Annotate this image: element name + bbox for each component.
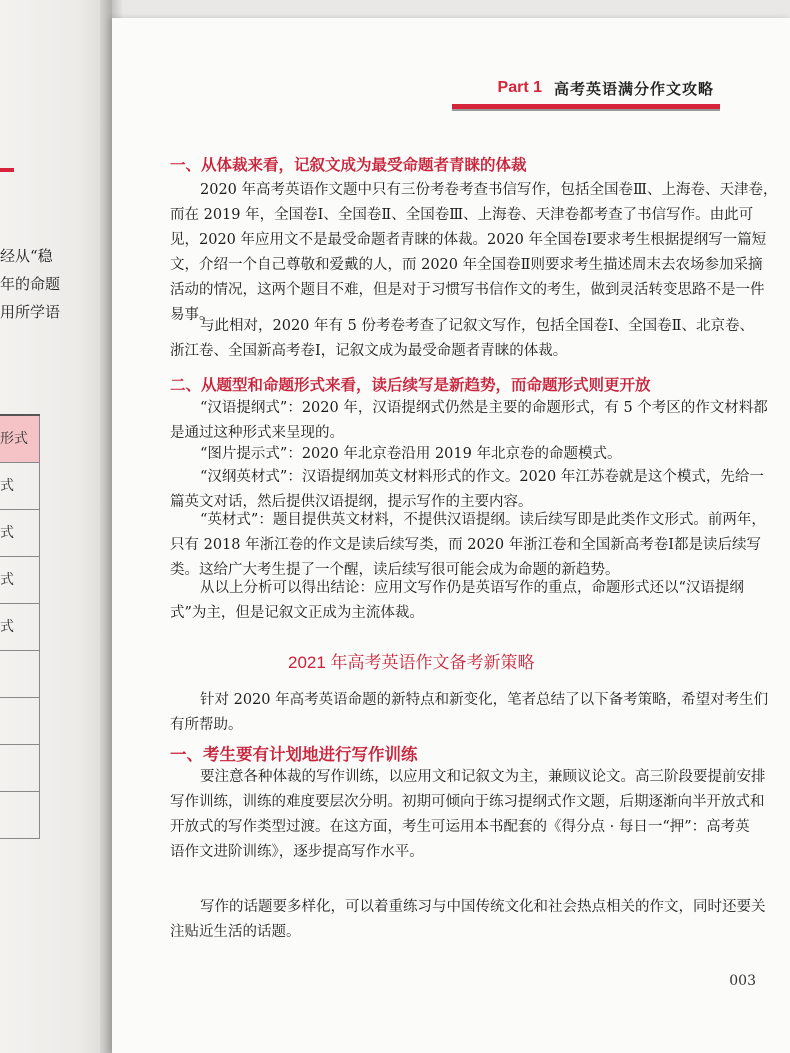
header-title: 高考英语满分作文攻略 — [553, 80, 714, 98]
text-line: 与此相对，2020 年有 5 份考卷考查了记叙文写作，包括全国卷Ⅰ、全国卷Ⅱ、北京卷、 — [200, 318, 755, 334]
text-line: 要注意各种体裁的写作训练，以应用文和记叙文为主，兼顾议论文。高三阶段要提前安排 — [200, 769, 766, 785]
paragraph — [170, 576, 744, 626]
paragraph — [170, 442, 621, 467]
text-line: 易事。 — [170, 307, 214, 323]
previous-page-table — [0, 414, 40, 839]
section-heading: 二、从题型和命题形式来看，读后续写是新趋势，而命题形式则更开放 — [170, 377, 651, 394]
table-cell: 式 — [0, 604, 40, 651]
table-cell — [0, 651, 40, 698]
text-line: 式”为主，但是记叙文正成为主流体裁。 — [170, 605, 424, 621]
text-line: 写作训练，训练的难度要层次分明。初期可倾向于练习提纲式作文题，后期逐渐向半开放式和 — [170, 794, 765, 810]
table-cell — [0, 792, 40, 839]
text-line: 开放式的写作类型过渡。在这方面，考生可运用本书配套的《得分点 · 每日一“押”：高考英 — [170, 819, 750, 835]
text-line: 针对 2020 年高考英语命题的新特点和新变化，笔者总结了以下备考策略，希望对考生们 — [200, 692, 769, 708]
section-heading: 一、从体裁来看，记叙文成为最受命题者青睐的体裁 — [170, 157, 527, 174]
text-line: “汉纲英材式”：汉语提纲加英文材料形式的作文。2020 年江苏卷就是这个模式，先给一 — [200, 469, 764, 485]
table-cell: 式 — [0, 510, 40, 557]
text-line: “汉语提纲式”：2020 年，汉语提纲式仍然是主要的命题形式，有 5 个考区的作文材料都 — [200, 400, 768, 416]
table-cell: 式 — [0, 463, 40, 510]
book-page — [112, 18, 790, 1053]
text-line: 从以上分析可以得出结论：应用文写作仍是英语写作的重点，命题形式还以“汉语提纲 — [200, 580, 744, 596]
text-line: 语作文进阶训练》，逐步提高写作水平。 — [170, 844, 424, 860]
text-line: 见，2020 年应用文不是最受命题者青睐的体裁。2020 年全国卷Ⅰ要求考生根据提纲写一篇短 — [170, 232, 767, 248]
previous-page-line: 经从“稳 — [0, 247, 53, 265]
text-line: 有所帮助。 — [170, 717, 243, 733]
previous-page-text — [0, 242, 60, 326]
text-line: 写作的话题要多样化，可以着重练习与中国传统文化和社会热点相关的作文，同时还要关 — [200, 899, 766, 915]
text-line: 类。这给广大考生提了一个醒，读后续写很可能会成为命题的新趋势。 — [170, 562, 620, 578]
paragraph — [170, 895, 766, 945]
previous-page-edge — [0, 0, 112, 1053]
section-title: 2021 年高考英语作文备考新策略 — [288, 653, 535, 672]
paragraph — [170, 508, 766, 583]
paragraph — [170, 314, 754, 364]
header-rule — [452, 104, 720, 109]
table-cell: 形式 — [0, 416, 40, 463]
previous-page-line: 用所学语 — [0, 303, 61, 321]
text-line: 活动的情况，这两个题目不难，但是对于习惯写书信作文的考生，做到灵活转变思路不是一件 — [170, 282, 765, 298]
text-line: 2020 年高考英语作文题中只有三份考卷考查书信写作，包括全国卷Ⅲ、上海卷、天津卷， — [200, 182, 778, 198]
paragraph — [170, 688, 768, 738]
table-cell: 式 — [0, 557, 40, 604]
previous-page-line: 年的命题 — [0, 275, 61, 293]
table-cell — [0, 745, 40, 792]
running-header — [498, 74, 714, 102]
text-line: “英材式”：题目提供英文材料，不提供汉语提纲。读后续写即是此类作文形式。前两年， — [200, 512, 766, 528]
text-line: 浙江卷、全国新高考卷Ⅰ，记叙文成为最受命题者青睐的体裁。 — [170, 343, 568, 359]
table-cell — [0, 698, 40, 745]
text-line: 文，介绍一个自己尊敬和爱戴的人，而 2020 年全国卷Ⅱ则要求考生描述周末去农场参加采摘 — [170, 257, 763, 273]
text-line: 篇英文对话，然后提供汉语提纲，提示写作的主要内容。 — [170, 494, 533, 510]
red-marker — [0, 168, 14, 172]
part-label: Part 1 — [497, 79, 542, 96]
paragraph — [170, 396, 768, 446]
paragraph — [170, 765, 766, 865]
text-line: 而在 2019 年，全国卷Ⅰ、全国卷Ⅱ、全国卷Ⅲ、上海卷、天津卷都考查了书信写作。由此可 — [170, 207, 754, 223]
text-line: 注贴近生活的话题。 — [170, 924, 301, 940]
text-line: 只有 2018 年浙江卷的作文是读后续写类，而 2020 年浙江卷和全国新高考卷Ⅰ都是读后续写 — [170, 537, 761, 553]
paragraph — [170, 178, 778, 328]
text-line: 是通过这种形式来呈现的。 — [170, 425, 344, 441]
section-heading: 一、考生要有计划地进行写作训练 — [170, 746, 418, 764]
page-number: 003 — [729, 973, 756, 989]
text-line: “图片提示式”：2020 年北京卷沿用 2019 年北京卷的命题模式。 — [200, 446, 622, 462]
